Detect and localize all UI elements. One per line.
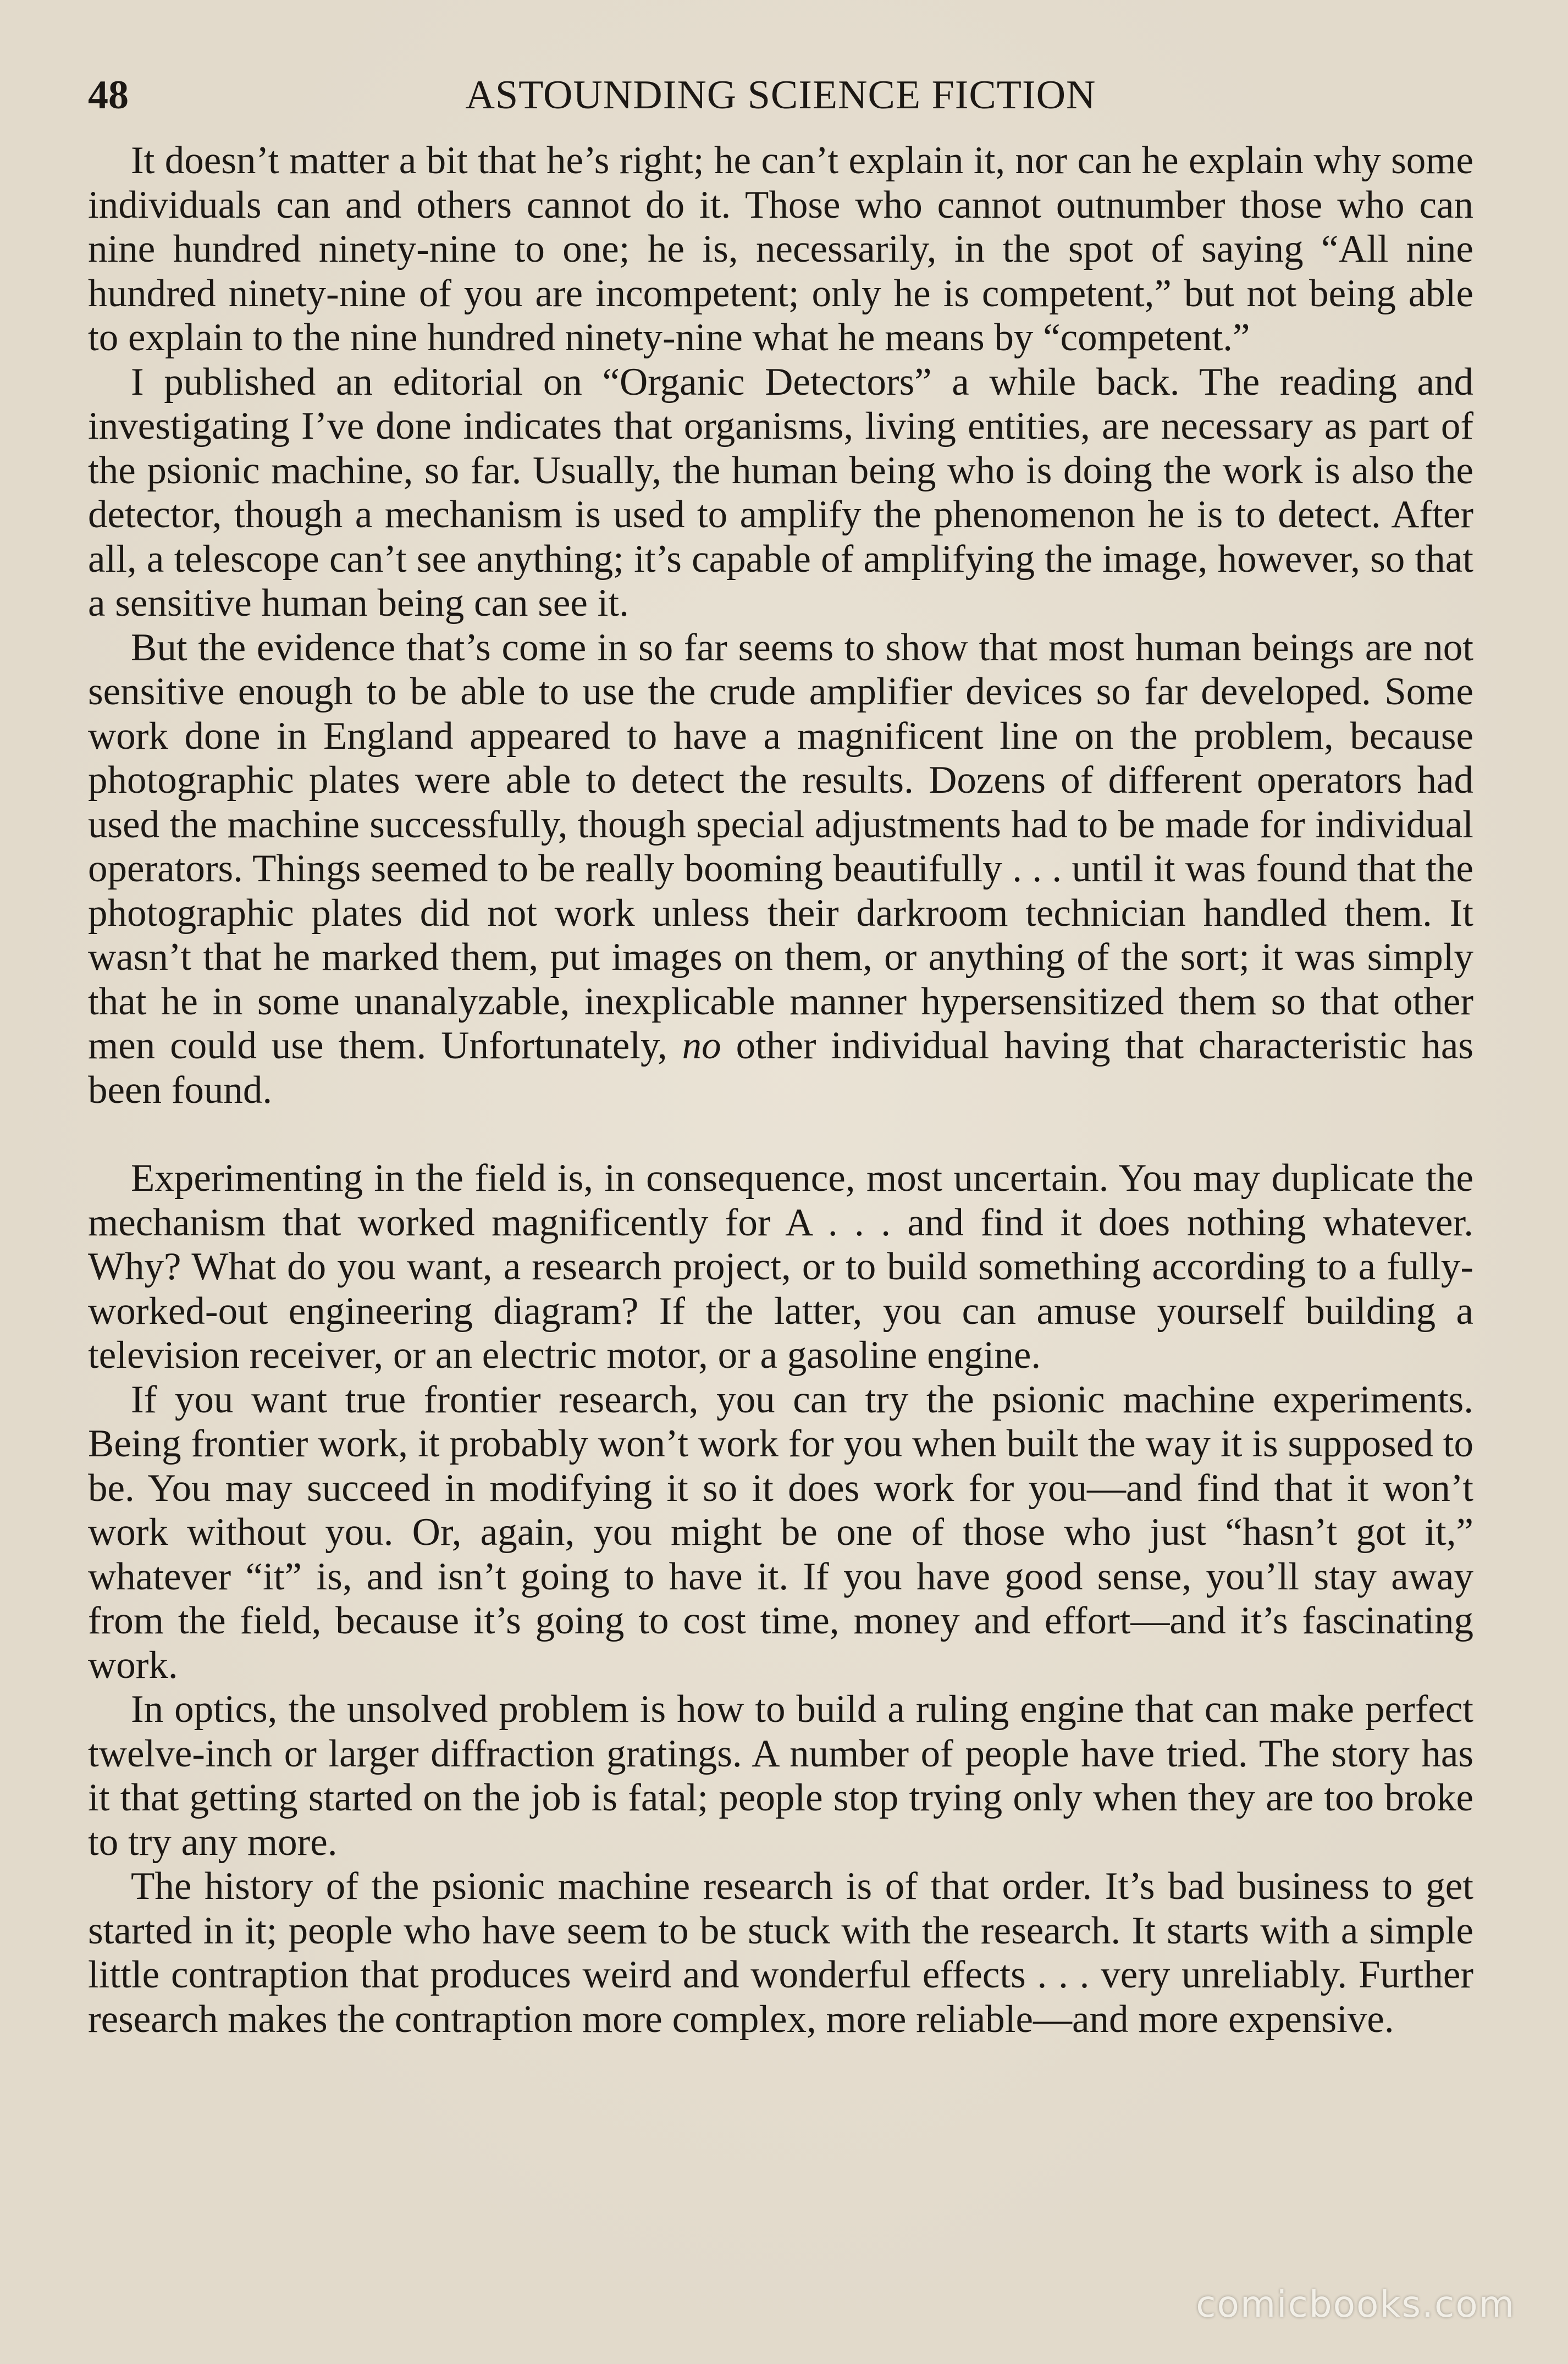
paragraph-text: But the evidence that’s come in so far seems to show that most human beings are not sensitive enough to be able to use the crude amplifier devices so far developed. Some work done in England appeared to have a magnificent line on the problem, because photographic plates were able to detect the results. Dozens of different operators had used the machine successfully, though special adjustments had to be made for individual operators. Things seemed to be really booming beautifully . . . until it was found that the photographic plates did not work unless their darkroom technician handled them. It wasn’t that he marked them, put images on them, or anything of the sort; it was simply that he in some unanalyzable, inexplicable manner hypersensitized them so that other men could use them. Unfortunately, [88,626,1473,1067]
paragraph-text: I published an editorial on “Organic Detectors” a while back. The reading and investigating I’ve done indicates that organisms, living entities, are necessary as part of the psionic machine, so far. Usually, the human being who is doing the work is also the detector, though a mechanism is used to amplify the phenomenon he is to detect. After all, a telescope can’t see anything; it’s capable of amplifying the image, however, so that a sensitive human being can see it. [88,360,1473,625]
paragraph [88,360,1473,626]
paragraph-text: In optics, the unsolved problem is how to build a ruling engine that can make perfect twelve-inch or larger diffraction gratings. A number of people have tried. The story has it that getting started on the job is fatal; people stop trying only when they are too broke to try any more. [88,1688,1473,1864]
paragraph-text: Experimenting in the field is, in consequence, most uncertain. You may duplicate the mechanism that worked magnificently for A . . . and find it does nothing whatever. Why? What do you want, a research project, or to build something according to a fully-worked-out engineering diagram? If the latter, you can amuse yourself building a television receiver, or an electric motor, or a gasoline engine. [88,1157,1473,1377]
paragraph [88,1378,1473,1688]
page-number: 48 [88,73,129,118]
page-header [88,65,1473,125]
paragraph [88,1864,1473,2041]
paragraph [88,1156,1473,1378]
watermark: comicbooks.com [1196,2283,1515,2326]
paragraph [88,626,1473,1113]
italic-emphasis: no [682,1024,721,1067]
paragraph-text: The history of the psionic machine research is of that order. It’s bad business to get started in it; people who have seem to be stuck with the research. It starts with a simple little contraption that produces weird and wonderful effects . . . very unreliably. Further research makes the contraption more complex, more reliable—and more expensive. [88,1865,1473,2041]
paragraph-text: other individual having that characteristic has been found. [88,1024,1473,1112]
paragraph [88,1687,1473,1864]
paragraph [88,139,1473,360]
paragraph-text: It doesn’t matter a bit that he’s right; he can’t explain it, nor can he explain why some individuals can and others cannot do it. Those who cannot outnumber those who can nine hundred ninety-nine to one; he is, necessarily, in the spot of saying “All nine hundred ninety-nine of you are incompetent; only he is competent,” but not being able to explain to the nine hundred ninety-nine what he means by “competent.” [88,139,1473,359]
article-body [88,139,1473,2041]
paragraph-text: If you want true frontier research, you can try the psionic machine experiments. Being frontier work, it probably won’t work for you when built the way it is supposed to be. You may succeed in modifying it so it does work for you—and find that it won’t work without you. Or, again, you might be one of those who just “hasn’t got it,” whatever “it” is, and isn’t going to have it. If you have good sense, you’ll stay away from the field, because it’s going to cost time, money and effort—and it’s fascinating work. [88,1378,1473,1687]
running-title: ASTOUNDING SCIENCE FICTION [465,73,1096,118]
